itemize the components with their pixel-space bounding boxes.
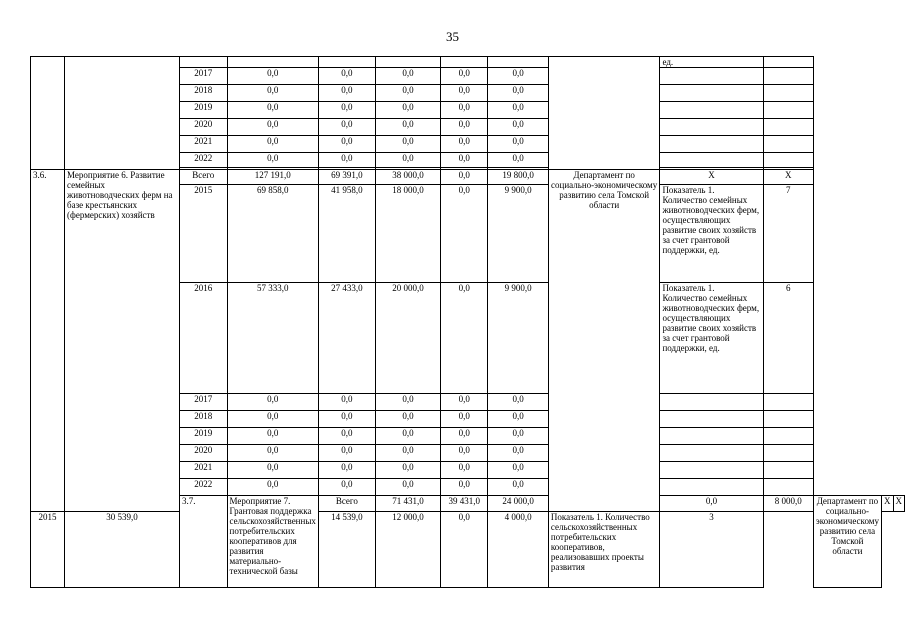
amount-cell: 0,0 (488, 85, 549, 102)
empty-cell (318, 57, 375, 68)
year-cell: 2017 (179, 394, 227, 411)
item-3-7-2015-row (31, 512, 905, 588)
empty-cell (227, 57, 318, 68)
amount-cell: 0,0 (375, 428, 440, 445)
year-cell: 2016 (179, 283, 227, 394)
indicator-value: Х (893, 496, 905, 512)
indicator-value (763, 85, 813, 102)
year-cell: 2017 (179, 68, 227, 85)
amount-cell: 0,0 (488, 462, 549, 479)
total-label: Всего (179, 170, 227, 185)
amount-cell: 0,0 (441, 119, 488, 136)
amount-cell: 0,0 (441, 512, 488, 588)
empty-cell (441, 57, 488, 68)
amount-cell: 0,0 (318, 136, 375, 153)
amount-cell: 4 000,0 (488, 512, 549, 588)
amount-cell: 0,0 (318, 479, 375, 496)
indicator-cell (660, 119, 763, 136)
indicator-cell: Показатель 1. Количество сельскохозяйственных потребительских кооперативов, реализовавших проекты развития (548, 512, 660, 588)
item-name: Мероприятие 7. Грантовая поддержка сельскохозяйственных потребительских кооперативов для развития материально-технической базы (227, 496, 318, 588)
amount-cell: 0,0 (441, 102, 488, 119)
indicator-cell: Показатель 1. Количество семейных животноводческих ферм, осуществляющих развитие своих хозяйств за счет грантовой поддержки, ед. (660, 283, 763, 394)
amount-cell: 71 431,0 (375, 496, 440, 512)
amount-cell: 0,0 (488, 68, 549, 85)
amount-cell: 0,0 (227, 119, 318, 136)
amount-cell: 0,0 (375, 445, 440, 462)
amount-cell: 0,0 (227, 136, 318, 153)
amount-cell: 0,0 (441, 68, 488, 85)
amount-cell: 24 000,0 (488, 496, 549, 512)
amount-cell: 0,0 (441, 136, 488, 153)
amount-cell: 0,0 (227, 462, 318, 479)
indicator-value (763, 68, 813, 85)
indicator-cell (660, 153, 763, 168)
indicator-cell (660, 102, 763, 119)
total-label: Всего (318, 496, 375, 512)
indicator-value (763, 102, 813, 119)
indicator-value (763, 479, 813, 496)
amount-cell: 9 900,0 (488, 185, 549, 283)
amount-cell: 0,0 (488, 153, 549, 168)
amount-cell: 0,0 (375, 153, 440, 168)
page-number: 35 (446, 29, 459, 44)
amount-cell: 0,0 (488, 411, 549, 428)
amount-cell: 0,0 (227, 102, 318, 119)
indicator-value (763, 411, 813, 428)
amount-cell: 0,0 (375, 479, 440, 496)
amount-cell: 0,0 (441, 170, 488, 185)
amount-cell: 0,0 (375, 462, 440, 479)
amount-cell: 30 539,0 (65, 512, 180, 588)
amount-cell: 0,0 (227, 68, 318, 85)
indicator-cell (660, 411, 763, 428)
amount-cell: 0,0 (375, 136, 440, 153)
amount-cell: 69 391,0 (318, 170, 375, 185)
amount-cell: 0,0 (227, 428, 318, 445)
amount-cell: 0,0 (227, 153, 318, 168)
amount-cell: 0,0 (441, 283, 488, 394)
amount-cell: 0,0 (441, 85, 488, 102)
name-cell (65, 57, 180, 170)
indicator-value: 3 (660, 512, 763, 588)
year-cell: 2018 (179, 85, 227, 102)
year-cell: 2020 (179, 119, 227, 136)
indicator-value (763, 153, 813, 168)
amount-cell: 0,0 (441, 462, 488, 479)
item-name: Мероприятие 6. Развитие семейных животноводческих ферм на базе крестьянских (фермерских) хозяйств (65, 170, 180, 512)
year-cell: 2015 (179, 185, 227, 283)
amount-cell: 0,0 (318, 102, 375, 119)
indicator-cell (660, 445, 763, 462)
amount-cell: 0,0 (375, 85, 440, 102)
amount-cell: 0,0 (488, 445, 549, 462)
indicator-cell (660, 85, 763, 102)
item-number: 3.7. (179, 496, 227, 588)
dept-cell (548, 57, 660, 170)
amount-cell: 8 000,0 (763, 496, 813, 512)
year-cell: 2022 (179, 479, 227, 496)
amount-cell: 0,0 (488, 102, 549, 119)
amount-cell: 19 800,0 (488, 170, 549, 185)
indicator-cell (660, 136, 763, 153)
amount-cell: 69 858,0 (227, 185, 318, 283)
year-cell: 2019 (179, 428, 227, 445)
amount-cell: 57 333,0 (227, 283, 318, 394)
indicator-cell (660, 68, 763, 85)
amount-cell: 0,0 (441, 428, 488, 445)
amount-cell: 0,0 (318, 68, 375, 85)
amount-cell: 0,0 (318, 119, 375, 136)
amount-cell: 0,0 (318, 411, 375, 428)
empty-cell (375, 57, 440, 68)
empty-cell (179, 57, 227, 68)
amount-cell: 0,0 (488, 428, 549, 445)
year-cell: 2022 (179, 153, 227, 168)
amount-cell: 39 431,0 (441, 496, 488, 512)
indicator-cell: Х (660, 170, 763, 185)
indicator-value (763, 445, 813, 462)
department: Департамент по социально-экономическому развитию села Томской области (813, 496, 881, 588)
indicator-value (763, 394, 813, 411)
amount-cell: 14 539,0 (318, 512, 375, 588)
year-cell: 2021 (179, 136, 227, 153)
amount-cell: 0,0 (488, 479, 549, 496)
amount-cell: 0,0 (441, 479, 488, 496)
indicator-cell (660, 394, 763, 411)
indicator-cell: Х (882, 496, 894, 512)
amount-cell: 9 900,0 (488, 283, 549, 394)
indicator-cell: Показатель 1. Количество семейных животноводческих ферм, осуществляющих развитие своих хозяйств за счет грантовой поддержки, ед. (660, 185, 763, 283)
amount-cell: 0,0 (227, 394, 318, 411)
indicator-cell: ед. (660, 57, 763, 68)
amount-cell: 0,0 (227, 445, 318, 462)
amount-cell: 0,0 (441, 153, 488, 168)
amount-cell: 0,0 (227, 479, 318, 496)
indicator-value: Х (763, 170, 813, 185)
amount-cell: 0,0 (660, 496, 763, 512)
amount-cell: 38 000,0 (375, 170, 440, 185)
amount-cell: 0,0 (488, 136, 549, 153)
amount-cell: 0,0 (488, 119, 549, 136)
amount-cell: 0,0 (375, 102, 440, 119)
amount-cell: 0,0 (375, 119, 440, 136)
item-3-6-total-row (31, 170, 905, 185)
indicator-value: 7 (763, 185, 813, 283)
program-table (30, 56, 905, 588)
amount-cell: 0,0 (441, 411, 488, 428)
amount-cell: 0,0 (488, 394, 549, 411)
year-cell: 2021 (179, 462, 227, 479)
amount-cell: 0,0 (227, 411, 318, 428)
amount-cell: 127 191,0 (227, 170, 318, 185)
indicator-cell (660, 428, 763, 445)
empty-cell (488, 57, 549, 68)
indicator-value: 6 (763, 283, 813, 394)
amount-cell: 0,0 (318, 445, 375, 462)
indicator-value (763, 428, 813, 445)
year-cell: 2020 (179, 445, 227, 462)
amount-cell: 0,0 (375, 411, 440, 428)
indicator-value (763, 57, 813, 68)
amount-cell: 0,0 (318, 153, 375, 168)
indicator-cell (660, 479, 763, 496)
amount-cell: 0,0 (318, 394, 375, 411)
amount-cell: 0,0 (318, 428, 375, 445)
indicator-value (763, 136, 813, 153)
year-cell: 2019 (179, 102, 227, 119)
amount-cell: 12 000,0 (375, 512, 440, 588)
continuation-top-row (31, 57, 905, 68)
amount-cell: 0,0 (227, 85, 318, 102)
amount-cell: 0,0 (375, 394, 440, 411)
amount-cell: 0,0 (318, 85, 375, 102)
item-number: 3.6. (31, 170, 65, 512)
year-cell: 2018 (179, 411, 227, 428)
num-cell (31, 57, 65, 170)
amount-cell: 0,0 (441, 185, 488, 283)
amount-cell: 0,0 (441, 394, 488, 411)
amount-cell: 0,0 (441, 445, 488, 462)
year-cell: 2015 (31, 512, 65, 588)
amount-cell: 41 958,0 (318, 185, 375, 283)
indicator-value (763, 462, 813, 479)
amount-cell: 27 433,0 (318, 283, 375, 394)
amount-cell: 18 000,0 (375, 185, 440, 283)
amount-cell: 0,0 (375, 68, 440, 85)
department: Департамент по социально-экономическому развитию села Томской области (548, 170, 660, 512)
amount-cell: 20 000,0 (375, 283, 440, 394)
amount-cell: 0,0 (318, 462, 375, 479)
indicator-value (763, 119, 813, 136)
indicator-cell (660, 462, 763, 479)
